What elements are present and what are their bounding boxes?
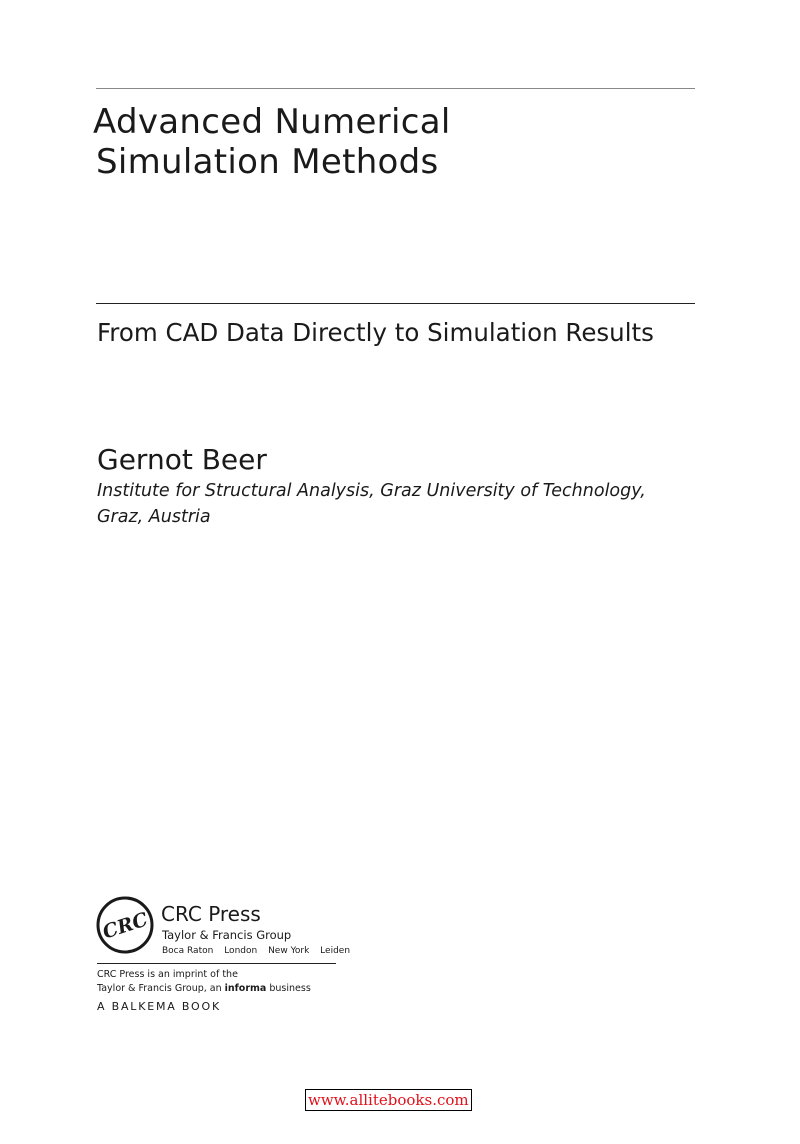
imprint-line-2-post: business xyxy=(266,983,311,994)
imprint-line-2 xyxy=(97,982,311,996)
city: Leiden xyxy=(320,946,351,956)
affiliation-line-2: Graz, Austria xyxy=(97,507,211,527)
book-title xyxy=(93,102,451,182)
website-link[interactable]: www.allitebooks.com xyxy=(305,1089,472,1111)
top-rule xyxy=(96,88,695,89)
book-subtitle: From CAD Data Directly to Simulation Results xyxy=(97,318,654,347)
series-label: A BALKEMA BOOK xyxy=(97,1000,221,1013)
crc-logo-text: CRC xyxy=(100,908,151,944)
publisher-cities xyxy=(162,945,358,957)
city: London xyxy=(224,946,258,956)
subtitle-rule xyxy=(96,303,695,304)
imprint-line-1: CRC Press is an imprint of the xyxy=(97,969,238,980)
informa-label: informa xyxy=(224,983,267,994)
author-name: Gernot Beer xyxy=(97,443,267,476)
title-line-2: Simulation Methods xyxy=(96,142,439,182)
city: New York xyxy=(268,946,310,956)
city: Boca Raton xyxy=(162,946,214,956)
publisher-name: CRC Press xyxy=(161,902,261,926)
imprint-line-2-pre: Taylor & Francis Group, an xyxy=(97,983,225,994)
crc-press-logo-icon xyxy=(95,895,155,955)
publisher-group: Taylor & Francis Group xyxy=(162,928,292,942)
publisher-rule xyxy=(97,963,336,964)
author-affiliation xyxy=(97,478,646,530)
imprint-statement xyxy=(97,968,311,996)
affiliation-line-1: Institute for Structural Analysis, Graz University of Technology, xyxy=(97,481,646,501)
title-line-1: Advanced Numerical xyxy=(93,102,451,142)
